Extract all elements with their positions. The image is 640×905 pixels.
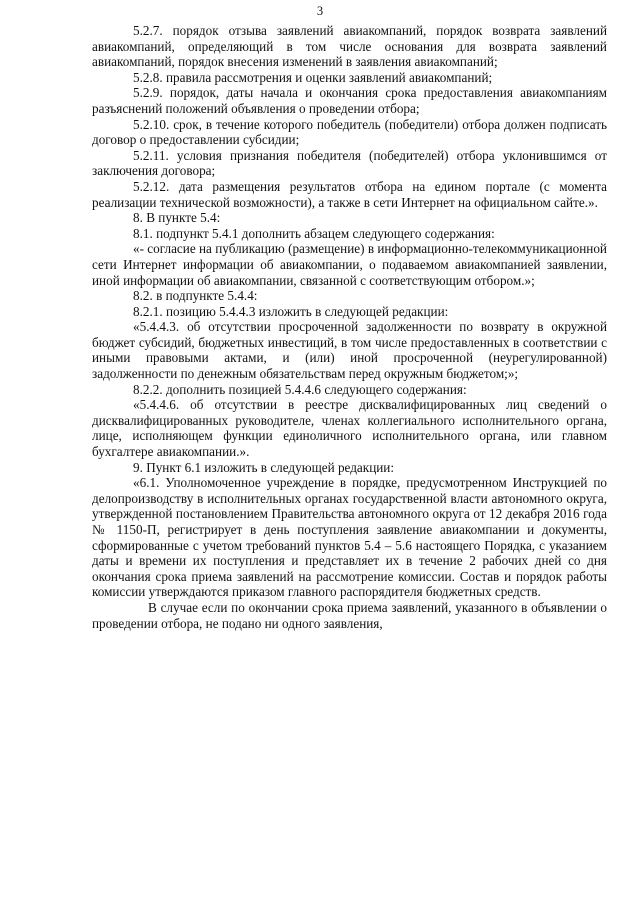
paragraph-5-4-4-3: «5.4.4.3. об отсутствии просроченной задолженности по возврату в окружной бюджет субсидий, бюджетных инвестиций, в том числе предоставленных в соответствии с иными правовыми актами, и (или) иной просроченной (неурегулированной) задолженности по денежным обязательствам перед окружным бюджетом;»;	[92, 319, 607, 382]
paragraph-5-4-4-6: «5.4.4.6. об отсутствии в реестре дисквалифицированных лиц сведений о дисквалифицированных руководителе, членах коллегиального исполнительного органа, лице, исполняющем функции единоличного исполнительного органа, или главном бухгалтере авиакомпании.».	[92, 397, 607, 460]
paragraph-item-8-1: 8.1. подпункт 5.4.1 дополнить абзацем следующего содержания:	[133, 225, 495, 241]
paragraph-5-2-10: 5.2.10. срок, в течение которого победитель (победители) отбора должен подписать договор о предоставлении субсидии;	[92, 116, 607, 148]
paragraph-item-8-2-2: 8.2.2. дополнить позицией 5.4.4.6 следующего содержания:	[133, 381, 467, 397]
paragraph-consent-quote: «- согласие на публикацию (размещение) в информационно-телекоммуникационной сети Интернет информации об авиакомпании, о подаваемом авиакомпанией заявлении, иной информации об авиакомпании, связанной с соответствующим отбором.»;	[92, 241, 607, 288]
paragraph-item-9: 9. Пункт 6.1 изложить в следующей редакции:	[133, 459, 395, 475]
paragraph-5-2-8: 5.2.8. правила рассмотрения и оценки заявлений авиакомпаний;	[133, 69, 493, 85]
document-body	[92, 23, 607, 631]
page-number: 3	[316, 4, 324, 18]
paragraph-6-1: «6.1. Уполномоченное учреждение в порядке, предусмотренном Инструкцией по делопроизводству в исполнительных органах государственной власти автономного округа, утвержденной постановлением Правительства автономного округа от 12 декабря 2016 года № 1150-П, регистрирует в день поступления заявление авиакомпании и документы, сформированные с учетом требований пунктов 5.4 – 5.6 настоящего Порядка, с указанием даты и времени их поступления и представляет их в течение 2 рабочих дней со дня окончания срока приема заявлений на рассмотрение комиссии. Состав и порядок работы комиссии утверждаются приказом главного распорядителя бюджетных средств.	[92, 475, 607, 600]
paragraph-5-2-12: 5.2.12. дата размещения результатов отбора на едином портале (с момента реализации технической возможности), а также в сети Интернет на официальном сайте.».	[92, 178, 607, 210]
paragraph-item-8: 8. В пункте 5.4:	[133, 210, 221, 226]
paragraph-5-2-9: 5.2.9. порядок, даты начала и окончания срока предоставления авиакомпаниям разъяснений положений объявления о проведении отбора;	[92, 85, 607, 116]
paragraph-item-8-2: 8.2. в подпункте 5.4.4:	[133, 288, 258, 304]
paragraph-5-2-7: 5.2.7. порядок отзыва заявлений авиакомпаний, порядок возврата заявлений авиакомпаний, определяющий в том числе основания для возврата заявлений авиакомпаний, порядок внесения изменений в заявления авиакомпаний;	[92, 23, 607, 70]
paragraph-no-applications: В случае если по окончании срока приема заявлений, указанного в объявлении о проведении отбора, не подано ни одного заявления,	[92, 599, 607, 631]
paragraph-5-2-11: 5.2.11. условия признания победителя (победителей) отбора уклонившимся от заключения договора;	[92, 147, 607, 179]
paragraph-item-8-2-1: 8.2.1. позицию 5.4.4.3 изложить в следующей редакции:	[133, 303, 449, 319]
